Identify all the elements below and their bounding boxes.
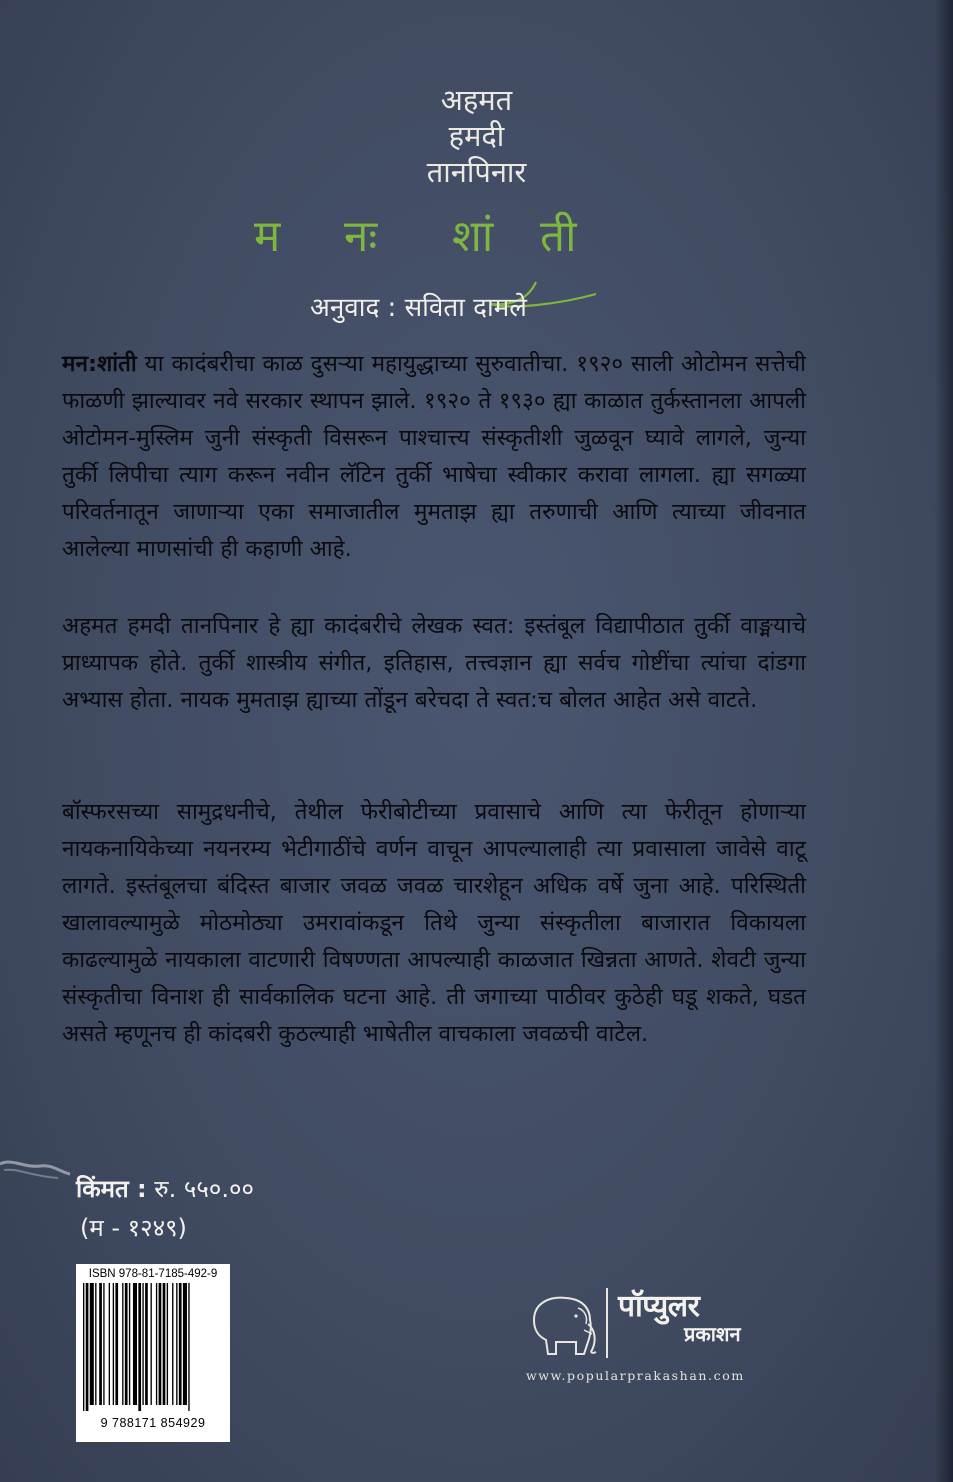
- barcode-bar: [188, 1283, 189, 1411]
- isbn-number: ISBN 978-81-7185-492-9: [88, 1268, 218, 1280]
- price-label: किंमत :: [76, 1175, 147, 1203]
- barcode-bar: [129, 1283, 130, 1405]
- barcode-bar: [176, 1283, 177, 1405]
- publisher-subtitle: प्रकाशन: [684, 1322, 741, 1346]
- barcode-bar: [179, 1283, 182, 1405]
- barcode-bar: [95, 1283, 96, 1405]
- barcode-bar: [159, 1283, 162, 1405]
- author-last-name: तानपिनार: [426, 155, 527, 189]
- catalog-code: (म - १२४९): [80, 1214, 187, 1242]
- blurb-paragraph-1: [62, 346, 806, 568]
- barcode-bar: [172, 1283, 173, 1405]
- publisher-divider: [606, 1288, 608, 1358]
- publisher-name: पॉप्युलर: [618, 1289, 700, 1324]
- barcode-bars: [81, 1281, 225, 1413]
- barcode-bar: [183, 1283, 187, 1405]
- barcode-bar: [99, 1283, 102, 1405]
- barcode-bar: [145, 1283, 148, 1405]
- book-title: [240, 204, 620, 264]
- price-value: रु. ५५०.००: [154, 1175, 254, 1203]
- blurb-paragraph-1-text: या कादंबरीचा काळ दुसऱ्या महायुद्धाच्या सुरुवातीचा. १९२० साली ओटोमन सत्तेची फाळणी झाल्यावर नवे सरकार स्थापन झाले. १९२० ते १९३० ह्या काळात तुर्कस्तानला आपली ओटोमन-मुस्लिम जुनी संस्कृती विसरून पाश्चात्त्य संस्कृतीशी जुळवून घ्यावे लागले, जुन्या तुर्की लिपीचा त्याग करून नवीन लॅटिन तुर्की भाषेचा स्वीकार करावा लागला. ह्या सगळ्या परिवर्तनातून जाणाऱ्या एका समाजातील मुमताझ ह्या तरुणाची आणि त्याच्या जीवनात आलेल्या माणसांची ही कहाणी आहे.: [62, 351, 806, 562]
- barcode-bar: [83, 1283, 84, 1411]
- price: [76, 1172, 254, 1205]
- author-first-name: अहमत: [440, 83, 513, 117]
- barcode-bar: [122, 1283, 123, 1405]
- barcode-bar: [125, 1283, 128, 1405]
- title-char-4: ती: [540, 211, 577, 262]
- barcode-bar: [163, 1283, 166, 1405]
- isbn-barcode: [76, 1264, 230, 1442]
- barcode-bar: [142, 1283, 143, 1405]
- barcode-bar: [138, 1283, 141, 1411]
- barcode-bar: [86, 1283, 89, 1411]
- publisher-url: www.popularprakashan.com: [526, 1368, 745, 1383]
- barcode-bar: [103, 1283, 104, 1405]
- barcode-bar: [133, 1283, 137, 1405]
- author-middle-name: हमदी: [448, 119, 505, 153]
- barcode-bar: [113, 1283, 114, 1405]
- barcode-bar: [90, 1283, 94, 1405]
- blurb-paragraph-3: बॉस्फरसच्या सामुद्रधनीचे, तेथील फेरीबोटीच्या प्रवासाचे आणि त्या फेरीतून होणाऱ्या नायकनायिकेच्या नयनरम्य भेटीगाठींचे वर्णन वाचून आपल्यालाही त्या प्रवासाला जावेसे वाटू लागते. इस्तंबूलचा बंदिस्त बाजार जवळ जवळ चारशेहून अधिक वर्षे जुना आहे. परिस्थिती खालावल्यामुळे मोठमोठ्या उमरावांकडून तिथे जुन्या संस्कृतीला बाजारात विकायला काढल्यामुळे नायकाला वाटणारी विषण्णता आपल्याही काळजात खिन्नता आणते. शेवटी जुन्या संस्कृतीचा विनाश ही सार्वकालिक घटना आहे. ती जगाच्या पाठीवर कुठेही घडू शकते, घडत असते म्हणूनच ही कांदबरी कुठल्याही भाषेतील वाचकाला जवळची वाटेल.: [62, 799, 806, 1047]
- barcode-digits: 9 788171 854929: [100, 1416, 206, 1430]
- barcode-bar: [151, 1283, 152, 1405]
- title-char-1: म: [254, 211, 281, 262]
- barcode-bar: [167, 1283, 168, 1405]
- title-char-2: नः: [344, 211, 378, 262]
- title-char-3: शां: [452, 211, 494, 262]
- blurb-paragraph-2: अहमत हमदी तानपिनार हे ह्या कादंबरीचे लेखक स्वत: इस्तंबूल विद्यापीठात तुर्की वाङ्मयाचे प्राध्यापक होते. तुर्की शास्त्रीय संगीत, इतिहास, तत्त्वज्ञान ह्या सर्वच गोष्टींचा त्यांचा दांडगा अभ्यास होता. नायक मुमताझ ह्याच्या तोंडून बरेचदा ते स्वत:च बोलत आहेत असे वाटते.: [62, 613, 806, 713]
- publisher-logo: [526, 1284, 816, 1394]
- translator-credit: अनुवाद : सविता दामले: [310, 293, 527, 323]
- cover-edge-shadow: [935, 0, 953, 1482]
- barcode-bar: [156, 1283, 157, 1405]
- blurb-title-bold: मन:शांती: [62, 351, 137, 377]
- cover-scuff-mark: [0, 1150, 80, 1190]
- barcode-bar: [115, 1283, 118, 1405]
- elephant-icon: [526, 1290, 602, 1360]
- barcode-bar: [109, 1283, 110, 1405]
